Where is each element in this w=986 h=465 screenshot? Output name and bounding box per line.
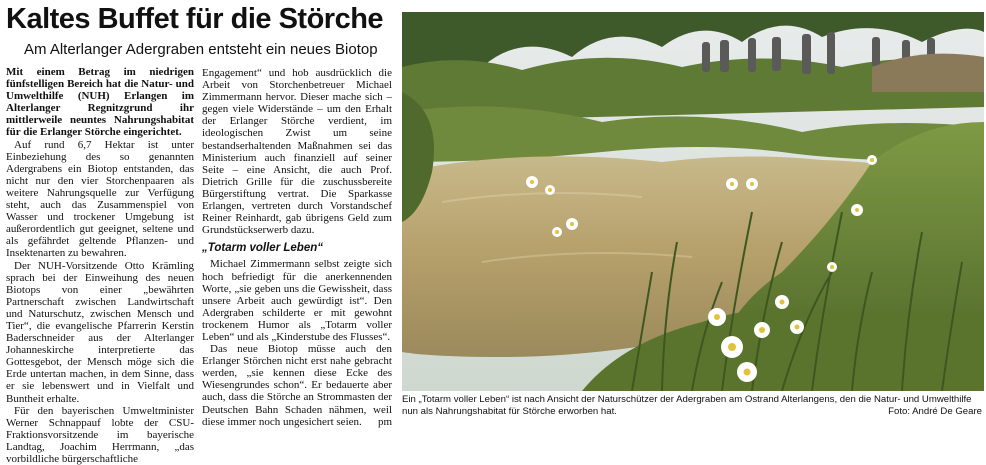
photo-caption [402,394,984,417]
photo-credit: Foto: André De Geare [888,405,982,417]
photo-illustration [402,12,984,391]
article-column-2 [202,67,392,428]
article-column-1 [6,66,194,465]
author-tag: pm [377,415,392,428]
paragraph [202,343,392,428]
paragraph-text: Das neue Biotop müsse auch den Erlanger Störchen nicht erst nahe gebracht werden, „sie kennen diese Ecke des Wiesengrundes schon“. Er bedauerte aber auch, dass die Störche an Strommasten der Deutschen Bahn Schaden nähmen, weil diese immer noch ungesichert seien. [202,343,392,428]
lead-paragraph: Mit einem Betrag im niedrigen fünfstelligen Bereich hat die Natur- und Umwelthilfe (NUH) Erlangen im Alterlanger Regnitzgrund ihr mittlerweile neuntes Nahrungshabitat für die Erlanger Störche eingerichtet. [6,66,194,139]
paragraph: Michael Zimmermann selbst zeigte sich hoch befriedigt für die anerkennenden Worte, „sie geben uns die Gewissheit, dass unsere Arbeit auch gewürdigt ist“. Den Adergraben schilderte er mit gewohnt trockenem Humor als „Totarm voller Leben“ und als „Kinderstube des Flusses“. [202,258,392,343]
paragraph: Für den bayerischen Umweltminister Werner Schnappauf lobte der CSU-Fraktionsvorsitzende im bayerische Landtag, Joachim Herrmann, „das vorbildliche bürgerschaftliche [6,404,194,465]
intertitle: „Totarm voller Leben“ [202,242,323,255]
paragraph: Auf rund 6,7 Hektar ist unter Einbeziehung des so genannten Adergrabens ein Biotop entstanden, das nicht nur den vier Storchenpaaren als weitere Nahrungsquelle zur Verfügung steht, auch das Zusammenspiel von Wasser und trockener Umgebung ist außerordentlich gut geeignet, seltene und als gefährdet geltende Pflanzen- und Insektenarten zu bewahren. [6,138,194,260]
caption-text: Ein „Totarm voller Leben“ ist nach Ansicht der Naturschützer der Adergraben am Ostrand Alterlangens, den die Natur- und Umwelthilfe nun als Nahrungshabitat für Störche erworben hat. [402,394,972,417]
subheadline: Am Alterlanger Adergraben entsteht ein neues Biotop [24,41,378,58]
pond-photo [402,12,984,391]
paragraph: Engagement“ und hob ausdrücklich die Arbeit von Storchenbetreuer Michael Zimmermann hervor. Dieser mache sich – gegen viele Widerstände – um den Erhalt der Erlanger Störche verdient, im ideologischen Zwist um seine bestandserhaltenden Maßnahmen sei das Ministerium auch finanziell auf seiner Seite – eine Ansicht, die auch Prof. Dietrich Grille für die zuschussbereite Bürgerstiftung vertrat. Die Sparkasse Erlangen, vertreten durch Vorstandschef Reiner Reinhardt, gab übrigens Geld zum Grundstückserwerb dazu. [202,67,392,237]
paragraph: Der NUH-Vorsitzende Otto Krämling sprach bei der Einweihung des neuen Biotops von einer „bewährten Partnerschaft zwischen Landwirtschaft und Naturschutz, zwischen Mensch und Tier“, die evangelische Pfarrerin Kerstin Baderschneider aus der Alterlanger Johanneskirche interpretierte das Gottesgebot, der Mensch möge sich die Erde untertan machen, in dem Sinne, dass er sie lebenswert und in Vielfalt und Buntheit erhalte. [6,259,194,405]
headline: Kaltes Buffet für die Störche [6,3,384,35]
